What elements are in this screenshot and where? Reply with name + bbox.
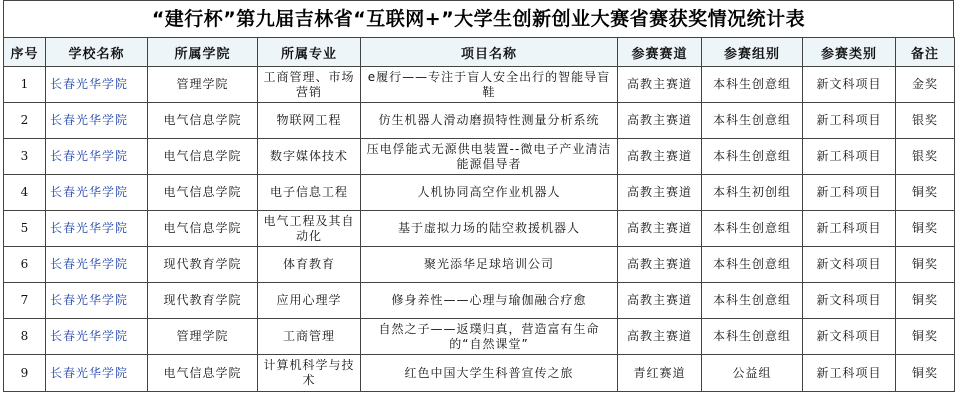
cell-group: 本科生初创组 [702,175,803,211]
cell-track: 高教主赛道 [618,103,702,139]
cell-project: 人机协同高空作业机器人 [361,175,618,211]
cell-track: 高教主赛道 [618,319,702,355]
cell-project: e履行——专注于盲人安全出行的智能导盲鞋 [361,67,618,103]
cell-category: 新文科项目 [803,67,896,103]
header-remark: 备注 [896,38,955,67]
cell-group: 本科生创意组 [702,67,803,103]
sheet-title: “建行杯”第九届吉林省“互联网+”大学生创新创业大赛省赛获奖情况统计表 [3,0,954,37]
header-college: 所属学院 [148,38,258,67]
header-major: 所属专业 [258,38,361,67]
cell-college: 管理学院 [148,319,258,355]
cell-remark: 铜奖 [896,319,955,355]
cell-index: 4 [4,175,46,211]
cell-group: 本科生创意组 [702,247,803,283]
cell-project: 红色中国大学生科普宣传之旅 [361,355,618,392]
header-project: 项目名称 [361,38,618,67]
cell-school: 长春光华学院 [46,355,148,392]
cell-index: 7 [4,283,46,319]
table-row [4,355,955,392]
table-row [4,139,955,175]
cell-college: 电气信息学院 [148,175,258,211]
cell-group: 本科生创意组 [702,211,803,247]
cell-category: 新工科项目 [803,355,896,392]
cell-school: 长春光华学院 [46,211,148,247]
cell-major: 应用心理学 [258,283,361,319]
cell-project: 基于虚拟力场的陆空救援机器人 [361,211,618,247]
cell-school: 长春光华学院 [46,319,148,355]
cell-school: 长春光华学院 [46,139,148,175]
cell-track: 高教主赛道 [618,211,702,247]
cell-college: 电气信息学院 [148,211,258,247]
cell-index: 1 [4,67,46,103]
cell-remark: 铜奖 [896,355,955,392]
cell-category: 新文科项目 [803,319,896,355]
table-row [4,319,955,355]
cell-college: 现代教育学院 [148,283,258,319]
cell-index: 6 [4,247,46,283]
cell-major: 计算机科学与技术 [258,355,361,392]
cell-category: 新文科项目 [803,247,896,283]
table-row [4,283,955,319]
table-row [4,103,955,139]
cell-major: 数字媒体技术 [258,139,361,175]
cell-category: 新工科项目 [803,211,896,247]
cell-group: 本科生创意组 [702,139,803,175]
cell-school: 长春光华学院 [46,67,148,103]
cell-track: 高教主赛道 [618,175,702,211]
cell-index: 8 [4,319,46,355]
cell-remark: 银奖 [896,139,955,175]
cell-project: 压电俘能式无源供电装置--微电子产业清洁能源倡导者 [361,139,618,175]
cell-index: 5 [4,211,46,247]
cell-major: 物联网工程 [258,103,361,139]
cell-track: 高教主赛道 [618,247,702,283]
header-category: 参赛类别 [803,38,896,67]
header-track: 参赛赛道 [618,38,702,67]
cell-major: 体育教育 [258,247,361,283]
cell-category: 新工科项目 [803,103,896,139]
award-table [3,37,955,392]
cell-school: 长春光华学院 [46,175,148,211]
cell-major: 工商管理、市场营销 [258,67,361,103]
cell-track: 青红赛道 [618,355,702,392]
cell-remark: 铜奖 [896,283,955,319]
cell-project: 聚光添华足球培训公司 [361,247,618,283]
cell-school: 长春光华学院 [46,283,148,319]
cell-project: 自然之子——返璞归真，营造富有生命的“自然课堂” [361,319,618,355]
cell-group: 公益组 [702,355,803,392]
cell-group: 本科生创意组 [702,283,803,319]
cell-category: 新工科项目 [803,139,896,175]
cell-major: 电气工程及其自动化 [258,211,361,247]
table-row [4,247,955,283]
cell-category: 新文科项目 [803,283,896,319]
cell-project: 修身养性——心理与瑜伽融合疗愈 [361,283,618,319]
header-group: 参赛组别 [702,38,803,67]
cell-remark: 铜奖 [896,247,955,283]
cell-track: 高教主赛道 [618,139,702,175]
header-school: 学校名称 [46,38,148,67]
cell-track: 高教主赛道 [618,67,702,103]
cell-major: 工商管理 [258,319,361,355]
cell-college: 管理学院 [148,67,258,103]
cell-index: 3 [4,139,46,175]
cell-index: 9 [4,355,46,392]
table-row [4,211,955,247]
cell-college: 现代教育学院 [148,247,258,283]
table-row [4,67,955,103]
cell-school: 长春光华学院 [46,247,148,283]
cell-remark: 铜奖 [896,175,955,211]
cell-track: 高教主赛道 [618,283,702,319]
header-index: 序号 [4,38,46,67]
cell-school: 长春光华学院 [46,103,148,139]
cell-index: 2 [4,103,46,139]
cell-group: 本科生创意组 [702,319,803,355]
cell-remark: 银奖 [896,103,955,139]
table-row [4,175,955,211]
cell-group: 本科生创意组 [702,103,803,139]
cell-college: 电气信息学院 [148,139,258,175]
cell-project: 仿生机器人滑动磨损特性测量分析系统 [361,103,618,139]
cell-remark: 铜奖 [896,211,955,247]
header-row [4,38,955,67]
cell-major: 电子信息工程 [258,175,361,211]
cell-category: 新工科项目 [803,175,896,211]
cell-college: 电气信息学院 [148,355,258,392]
cell-remark: 金奖 [896,67,955,103]
cell-college: 电气信息学院 [148,103,258,139]
